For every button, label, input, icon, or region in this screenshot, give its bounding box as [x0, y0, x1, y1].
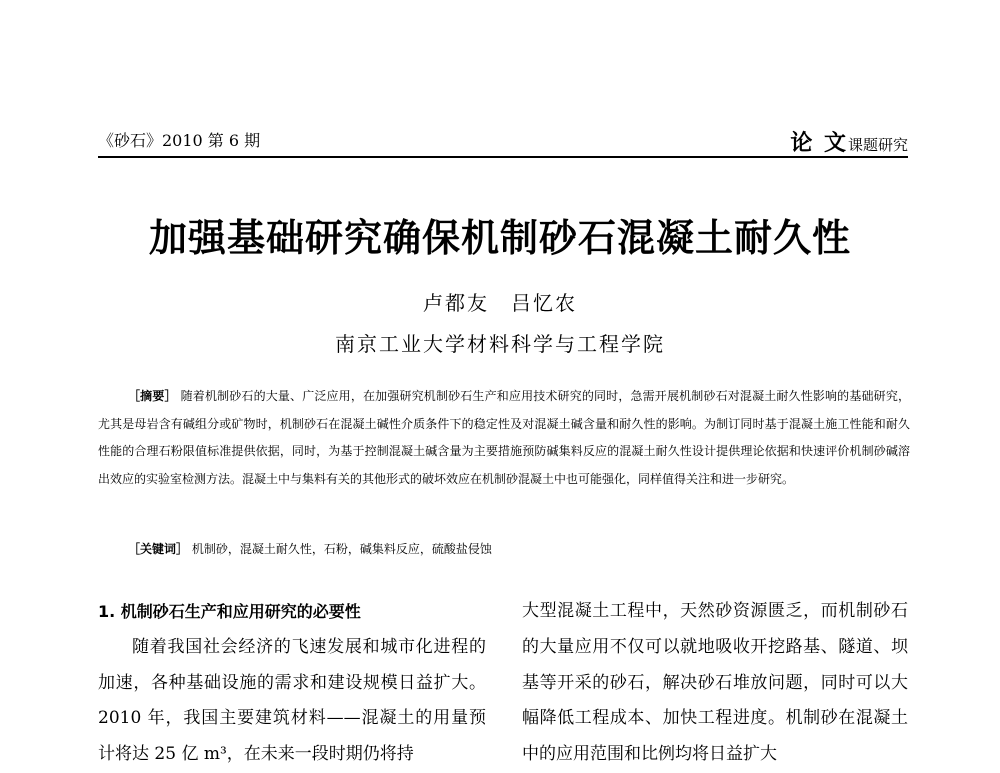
body-column-left	[98, 594, 486, 773]
column-label-bold: 论 文	[790, 130, 848, 156]
abstract-label: ［摘要］	[128, 389, 177, 403]
paper-title: 加强基础研究确保机制砂石混凝土耐久性	[148, 216, 851, 260]
section-heading: 1. 机制砂石生产和应用研究的必要性	[98, 602, 361, 621]
keywords	[128, 540, 908, 557]
body-column-right	[522, 594, 908, 773]
journal-issue: 《砂石》2010 第 6 期	[98, 131, 261, 150]
body-paragraph-right: 大型混凝土工程中，天然砂资源匮乏，而机制砂石的大量应用不仅可以就地吸收开挖路基、隧道、坝基等开采的砂石，解决砂石堆放问题，同时可以大幅降低工程成本、加快工程进度。机制砂在混凝土中的应用范围和比例均将日益扩大	[522, 601, 908, 765]
abstract-text: 随着机制砂石的大量、广泛应用，在加强研究机制砂石生产和应用技术研究的同时，急需开展机制砂石对混凝土耐久性影响的基础研究，尤其是母岩含有碱组分或矿物时，机制砂石在混凝土碱性介质条件下的稳定性及对混凝土碱含量和耐久性的影响。为制订同时基于混凝土施工性能和耐久性能的合理石粉限值标准提供依据，同时，为基于控制混凝土碱含量为主要措施预防碱集料反应的混凝土耐久性设计提供理论依据和快速评价机制砂碱溶出效应的实验室检测方法。混凝土中与集料有关的其他形式的破坏效应在机制砂混凝土中也可能强化，同样值得关注和进一步研究。	[98, 389, 910, 486]
column-label-light: 课题研究	[847, 136, 908, 154]
affiliation: 南京工业大学材料科学与工程学院	[335, 332, 665, 356]
authors: 卢都友 吕忆农	[423, 291, 577, 315]
abstract-paragraph	[98, 383, 910, 493]
keywords-text: 机制砂，混凝土耐久性，石粉，碱集料反应，硫酸盐侵蚀	[191, 542, 492, 556]
body-paragraph-left: 随着我国社会经济的飞速发展和城市化进程的加速，各种基础设施的需求和建设规模日益扩大。2010 年，我国主要建筑材料——混凝土的用量预计将达 25 亿 m³，在未来一段时期仍将持	[98, 636, 486, 765]
header-rule	[98, 156, 908, 158]
column-label	[790, 126, 908, 157]
abstract	[98, 383, 910, 493]
keywords-label: ［关键词］	[128, 542, 189, 556]
